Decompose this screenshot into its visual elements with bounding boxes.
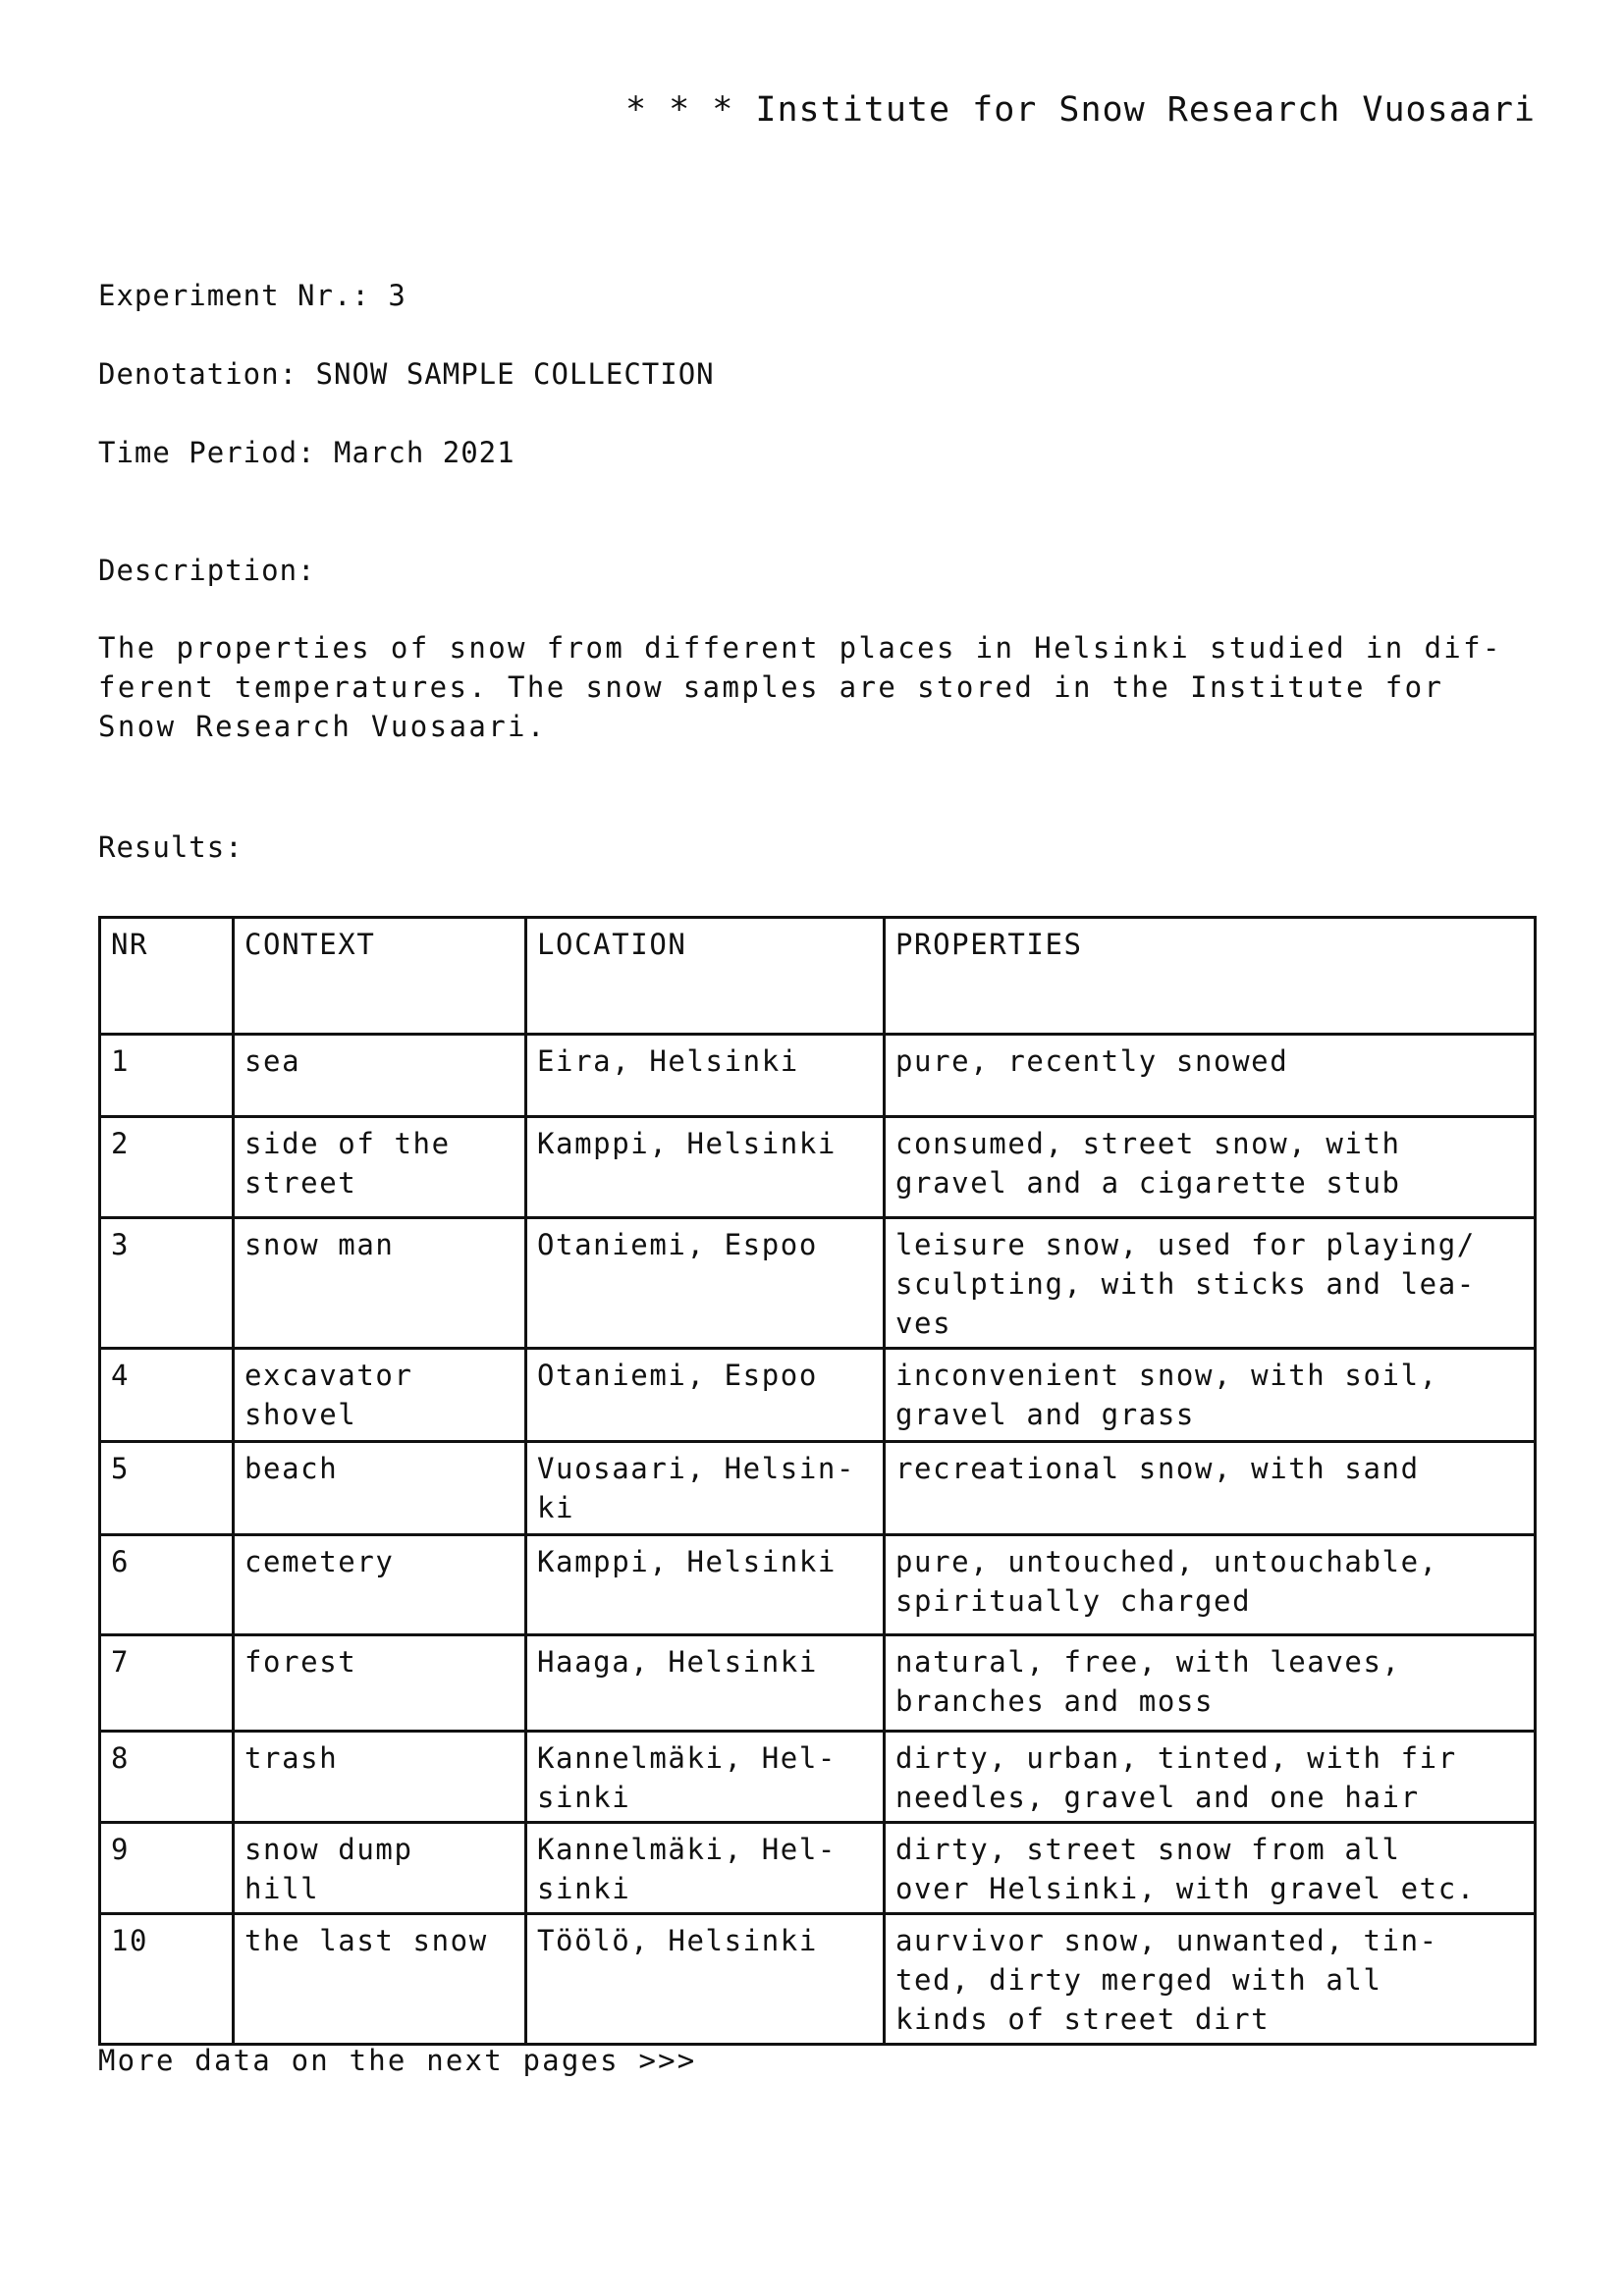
experiment-value: 3: [388, 279, 406, 312]
cell-location: Töölö, Helsinki: [526, 1914, 885, 2045]
cell-nr: 10: [100, 1914, 234, 2045]
table-row: [100, 1535, 1536, 1635]
cell-nr: 4: [100, 1349, 234, 1442]
table-row: [100, 1823, 1536, 1914]
column-header-properties: PROPERTIES: [885, 918, 1536, 1035]
time-period-value: March 2021: [333, 436, 515, 469]
cell-properties: natural, free, with leaves, branches and moss: [885, 1635, 1536, 1732]
cell-location: Otaniemi, Espoo: [526, 1349, 885, 1442]
more-data-note: More data on the next pages >>>: [98, 2044, 697, 2077]
cell-location: Eira, Helsinki: [526, 1035, 885, 1117]
cell-nr: 3: [100, 1218, 234, 1349]
cell-context: beach: [234, 1442, 526, 1535]
table-row: [100, 1218, 1536, 1349]
cell-location: Haaga, Helsinki: [526, 1635, 885, 1732]
cell-context: snow dump hill: [234, 1823, 526, 1914]
column-header-nr: NR: [100, 918, 234, 1035]
time-period-label: Time Period:: [98, 436, 316, 469]
results-label: Results:: [98, 830, 244, 864]
cell-nr: 6: [100, 1535, 234, 1635]
experiment-label: Experiment Nr.:: [98, 279, 370, 312]
cell-context: sea: [234, 1035, 526, 1117]
cell-context: trash: [234, 1732, 526, 1823]
results-table: [98, 916, 1537, 2046]
time-period: [98, 436, 515, 469]
cell-properties: pure, untouched, untouchable, spiritually charged: [885, 1535, 1536, 1635]
denotation: [98, 357, 715, 391]
table-row: [100, 1732, 1536, 1823]
cell-context: snow man: [234, 1218, 526, 1349]
header-stars: * * *: [624, 90, 734, 130]
cell-location: Otaniemi, Espoo: [526, 1218, 885, 1349]
cell-properties: dirty, urban, tinted, with fir needles, gravel and one hair: [885, 1732, 1536, 1823]
description-text: The properties of snow from different places in Helsinki studied in dif- ferent temperatures. The snow samples are stored in the Institute for Snow Research Vuosaari.: [98, 631, 1502, 743]
table-row: [100, 1442, 1536, 1535]
cell-context: forest: [234, 1635, 526, 1732]
cell-nr: 5: [100, 1442, 234, 1535]
cell-properties: aurvivor snow, unwanted, tin- ted, dirty merged with all kinds of street dirt: [885, 1914, 1536, 2045]
cell-properties: pure, recently snowed: [885, 1035, 1536, 1117]
cell-nr: 8: [100, 1732, 234, 1823]
description-label: Description:: [98, 554, 316, 587]
denotation-label: Denotation:: [98, 357, 298, 391]
table-row: [100, 1914, 1536, 2045]
cell-context: cemetery: [234, 1535, 526, 1635]
header-institute-name: Institute for Snow Research Vuosaari: [755, 90, 1536, 130]
cell-nr: 2: [100, 1117, 234, 1218]
cell-properties: inconvenient snow, with soil, gravel and grass: [885, 1349, 1536, 1442]
cell-properties: dirty, street snow from all over Helsinki, with gravel etc.: [885, 1823, 1536, 1914]
cell-nr: 1: [100, 1035, 234, 1117]
institute-header: [625, 90, 1536, 130]
cell-properties: leisure snow, used for playing/ sculpting, with sticks and lea- ves: [885, 1218, 1536, 1349]
cell-context: the last snow: [234, 1914, 526, 2045]
table-header-row: [100, 918, 1536, 1035]
cell-location: Kannelmäki, Hel- sinki: [526, 1732, 885, 1823]
cell-context: excavator shovel: [234, 1349, 526, 1442]
table-row: [100, 1349, 1536, 1442]
experiment-number: [98, 279, 406, 312]
table-row: [100, 1117, 1536, 1218]
cell-nr: 9: [100, 1823, 234, 1914]
cell-location: Kamppi, Helsinki: [526, 1535, 885, 1635]
cell-properties: consumed, street snow, with gravel and a cigarette stub: [885, 1117, 1536, 1218]
cell-context: side of the street: [234, 1117, 526, 1218]
cell-location: Kamppi, Helsinki: [526, 1117, 885, 1218]
cell-properties: recreational snow, with sand: [885, 1442, 1536, 1535]
column-header-location: LOCATION: [526, 918, 885, 1035]
table-row: [100, 1635, 1536, 1732]
cell-location: Kannelmäki, Hel- sinki: [526, 1823, 885, 1914]
cell-location: Vuosaari, Helsin- ki: [526, 1442, 885, 1535]
cell-nr: 7: [100, 1635, 234, 1732]
denotation-value: SNOW SAMPLE COLLECTION: [315, 357, 715, 391]
column-header-context: CONTEXT: [234, 918, 526, 1035]
table-row: [100, 1035, 1536, 1117]
